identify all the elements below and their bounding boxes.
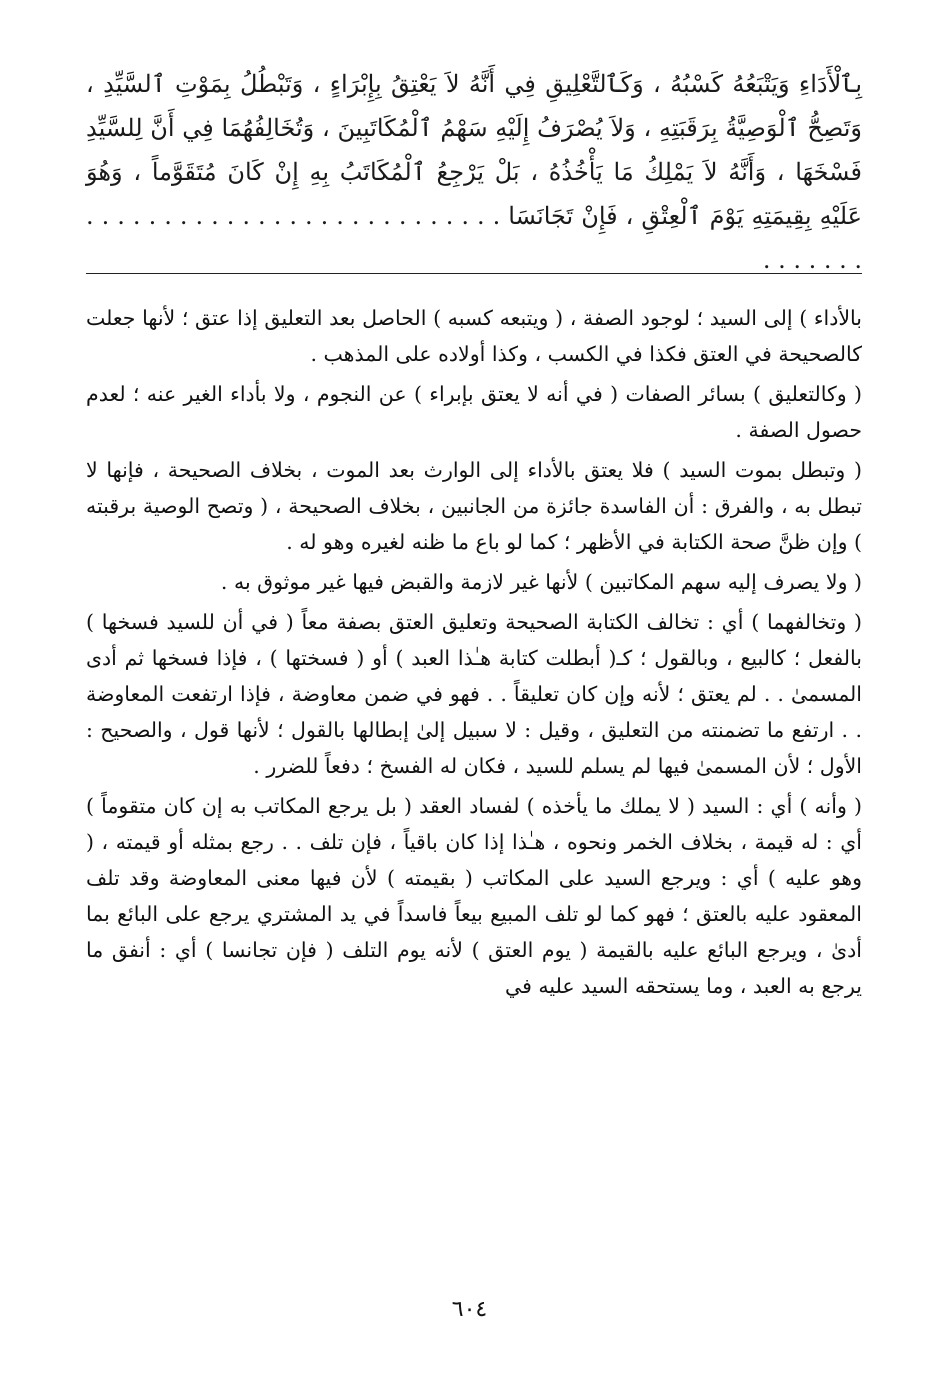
sharh-paragraph-2: ( وكالتعليق ) بسائر الصفات ( في أنه لا يعتق بإبراء ) عن النجوم ، ولا بأداء الغير عنه ؛ لعدم حصول الصفة . xyxy=(86,382,862,442)
sharh-paragraph-5: ( وتخالفهما ) أي : تخالف الكتابة الصحيحة وتعليق العتق بصفة معاً ( في أن للسيد فسخها ) بالفعل ؛ كالبيع ، وبالقول ؛ كـ( أبطلت كتابة هـٰذا العبد ) أو ( فسختها ) ، فإذا فسخها ثم أدى المسمىٰ . . لم يعتق ؛ لأنه وإن كان تعليقاً . . فهو في ضمن معاوضة ، فإذا ارتفعت المعاوضة . . ارتفع ما تضمنته من التعليق ، وقيل : لا سبيل إلىٰ إبطالها بالقول ؛ لأنها قول ، والصحيح : الأول ؛ لأن المسمىٰ فيها لم يسلم للسيد ، فكان له الفسخ ؛ دفعاً للضرر . xyxy=(86,610,862,778)
sharh-paragraph-6: ( وأنه ) أي : السيد ( لا يملك ما يأخذه ) لفساد العقد ( بل يرجع المكاتب به إن كان متقوماً ) أي : له قيمة ، بخلاف الخمر ونحوه ، هـٰذا إذا كان باقياً ، فإن تلف . . رجع بمثله أو قيمته ، ( وهو عليه ) أي : ويرجع السيد على المكاتب ( بقيمته ) لأن فيها معنى المعاوضة وقد تلف المعقود عليه بالعتق ؛ فهو كما لو تلف المبيع بيعاً فاسداً في يد المشتري يرجع على البائع بما أدىٰ ، ويرجع البائع عليه بالقيمة ( يوم العتق ) لأنه يوم التلف ( فإن تجانسا ) أي : أنفق ما يرجع به العبد ، وما يستحقه السيد عليه في xyxy=(86,794,862,998)
page-number: ٦٠٤ xyxy=(451,1297,488,1322)
sharh-commentary-block xyxy=(86,300,862,1008)
sharh-paragraph-3: ( وتبطل بموت السيد ) فلا يعتق بالأداء إلى الوارث بعد الموت ، بخلاف الصحيحة ، فإنها لا تبطل به ، والفرق : أن الفاسدة جائزة من الجانبين ، بخلاف الصحيحة ، ( وتصح الوصية برقبته ) وإن ظنَّ صحة الكتابة في الأظهر ؛ كما لو باع ما ظنه لغيره وهو له . xyxy=(86,458,862,554)
matn-text-block xyxy=(86,62,862,282)
sharh-paragraph-1: بالأداء ) إلى السيد ؛ لوجود الصفة ، ( ويتبعه كسبه ) الحاصل بعد التعليق إذا عتق ؛ لأنها جعلت كالصحيحة في العتق فكذا في الكسب ، وكذا أولاده على المذهب . xyxy=(86,306,862,366)
matn-paragraph: بِٱلْأَدَاءِ وَيَتْبَعُهُ كَسْبُهُ ، وَكَٱلتَّعْلِيقِ فِي أَنَّهُ لاَ يَعْتِقُ بِإِبْرَاءٍ ، وَتَبْطُلُ بِمَوْتِ ٱلسَّيِّدِ ، وَتَصِحُّ ٱلْوَصِيَّةُ بِرَقَبَتِهِ ، وَلاَ يُصْرَفُ إِلَيْهِ سَهْمُ ٱلْمُكَاتَبِينَ ، وَتُخَالِفُهُمَا فِي أَنَّ لِلسَّيِّدِ فَسْخَهَا ، وَأَنَّهُ لاَ يَمْلِكُ مَا يَأْخُذُهُ ، بَلْ يَرْجِعُ ٱلْمُكَاتَبُ بِهِ إِنْ كَانَ مُتَقَوَّماً ، وَهُوَ عَلَيْهِ بِقِيمَتِهِ يَوْمَ ٱلْعِتْقِ ، فَإِنْ تَجَانَسَا . . . . . . . . . . . . . . . . . . . . . . . . . . . . . . . . . . xyxy=(86,70,862,274)
footnote-divider xyxy=(86,273,862,274)
sharh-paragraph-4: ( ولا يصرف إليه سهم المكاتبين ) لأنها غير لازمة والقبض فيها غير موثوق به . xyxy=(220,570,862,594)
